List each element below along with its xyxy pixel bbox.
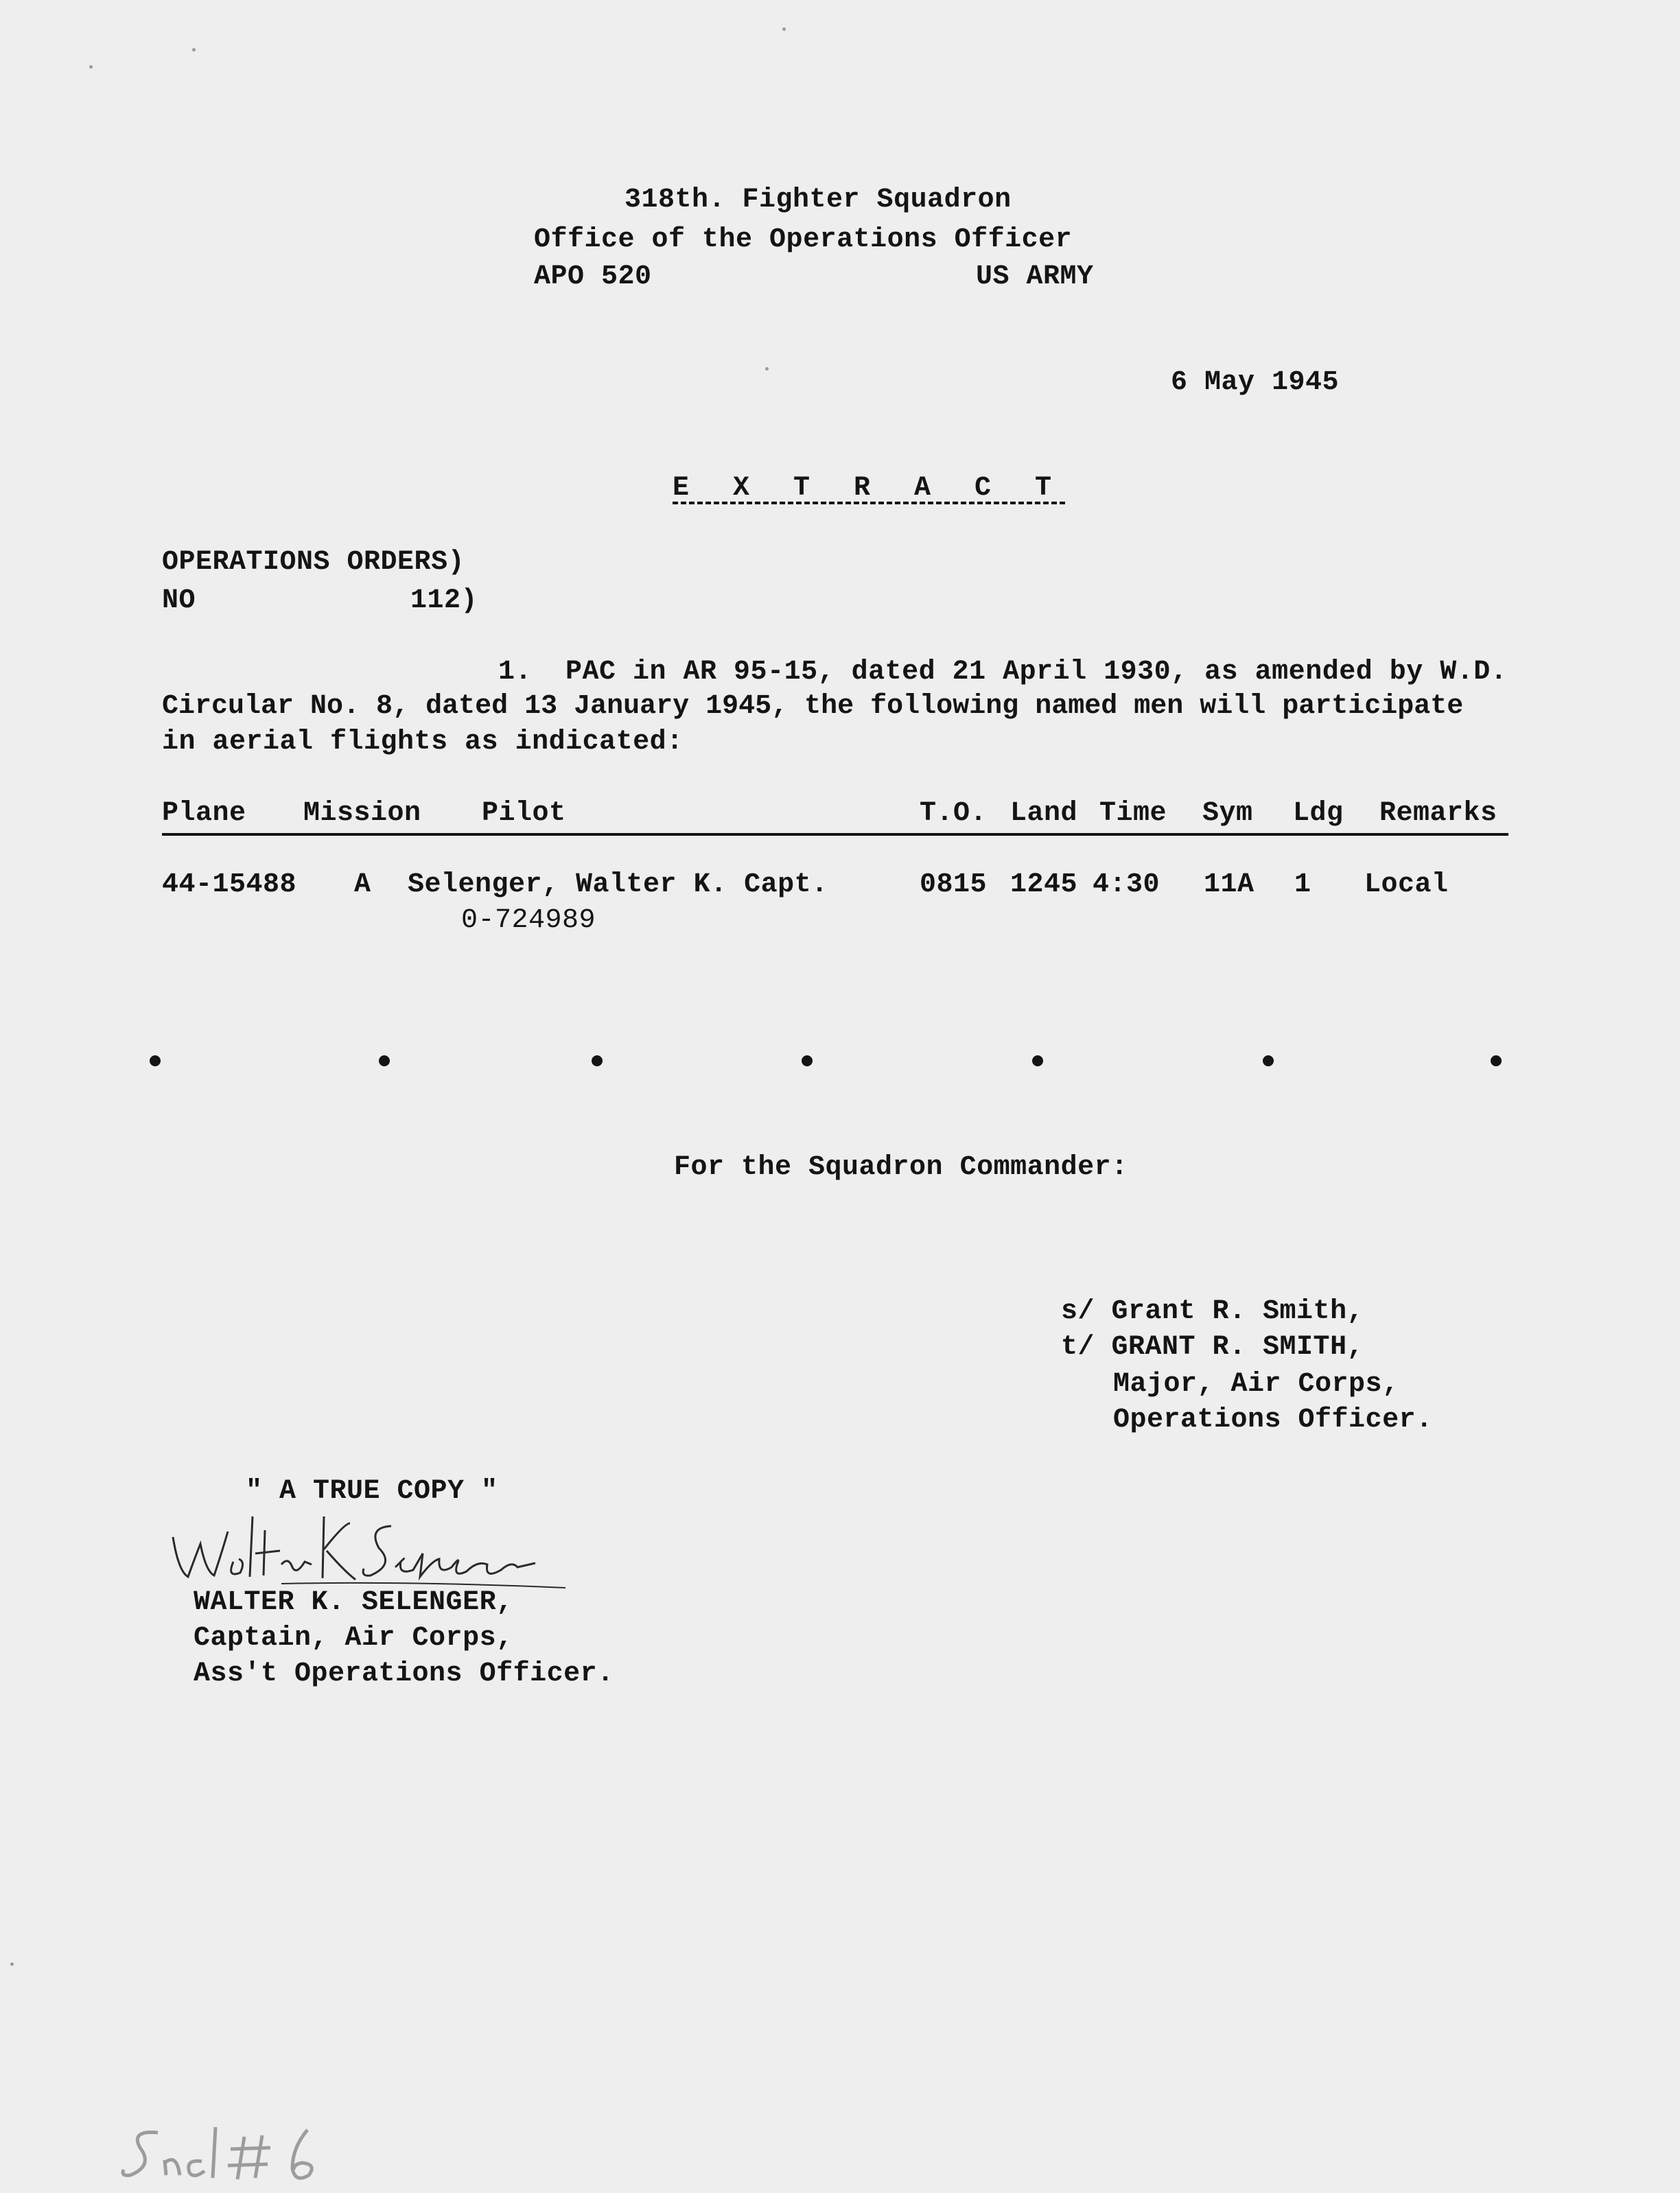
pencil-note-inclosure (117, 2120, 391, 2189)
copy-signer-name: WALTER K. SELENGER, (194, 1587, 513, 1618)
paragraph-line-2: Circular No. 8, dated 13 January 1945, the following named men will participate (162, 691, 1464, 722)
paper-speck (192, 48, 196, 51)
page-title: E X T R A C T (673, 473, 1066, 504)
separator-dot (592, 1055, 603, 1066)
paper-speck (782, 27, 786, 31)
row-ldg: 1 (1294, 869, 1311, 900)
separator-dot (379, 1055, 390, 1066)
document-date: 6 May 1945 (1171, 367, 1340, 398)
true-copy-label: " A TRUE COPY " (246, 1476, 498, 1507)
separator-dot (1491, 1055, 1502, 1066)
table-header-rule (162, 833, 1508, 836)
column-header-to: T.O. (920, 798, 988, 829)
separator-dot (150, 1055, 161, 1066)
commander-line: For the Squadron Commander: (674, 1152, 1128, 1183)
signer-rank: Major, Air Corps, (1113, 1369, 1399, 1400)
row-time: 4:30 (1093, 869, 1160, 900)
handwritten-signature (165, 1496, 576, 1599)
row-plane: 44-15488 (162, 869, 297, 900)
column-header-pilot: Pilot (482, 798, 566, 829)
paper-speck (765, 367, 769, 371)
row-takeoff: 0815 (920, 869, 988, 900)
signer-role: Operations Officer. (1113, 1405, 1433, 1435)
paragraph-line-3: in aerial flights as indicated: (162, 727, 684, 758)
separator-dot (1263, 1055, 1274, 1066)
separator-dot (1032, 1055, 1043, 1066)
typed-line: t/ GRANT R. SMITH, (1061, 1332, 1364, 1363)
signed-line: s/ Grant R. Smith, (1061, 1296, 1364, 1327)
copy-signer-role: Ass't Operations Officer. (194, 1658, 614, 1689)
row-pilot-serial: 0-724989 (461, 905, 596, 936)
orders-no-label: NO (162, 585, 196, 616)
orders-label: OPERATIONS ORDERS) (162, 547, 465, 578)
column-header-ldg: Ldg (1293, 798, 1344, 829)
column-header-mission: Mission (303, 798, 421, 829)
paper-speck (10, 1962, 14, 1966)
army-label: US ARMY (976, 261, 1094, 292)
row-land: 1245 (1010, 869, 1078, 900)
row-pilot: Selenger, Walter K. Capt. (408, 869, 828, 900)
office-name: Office of the Operations Officer (534, 224, 1073, 255)
column-header-time: Time (1099, 798, 1167, 829)
copy-signer-rank: Captain, Air Corps, (194, 1623, 513, 1654)
row-remarks: Local (1364, 869, 1449, 900)
row-sym: 11A (1204, 869, 1255, 900)
paragraph-line-1: 1. PAC in AR 95-15, dated 21 April 1930, as amended by W.D. (498, 657, 1508, 688)
unit-name: 318th. Fighter Squadron (625, 185, 1012, 215)
orders-no-value: 112) (410, 585, 478, 616)
column-header-plane: Plane (162, 798, 246, 829)
separator-dot (802, 1055, 813, 1066)
column-header-remarks: Remarks (1379, 798, 1497, 829)
apo-number: APO 520 (534, 261, 652, 292)
column-header-land: Land (1010, 798, 1078, 829)
column-header-sym: Sym (1202, 798, 1253, 829)
paper-speck (89, 65, 93, 69)
row-mission: A (354, 869, 371, 900)
